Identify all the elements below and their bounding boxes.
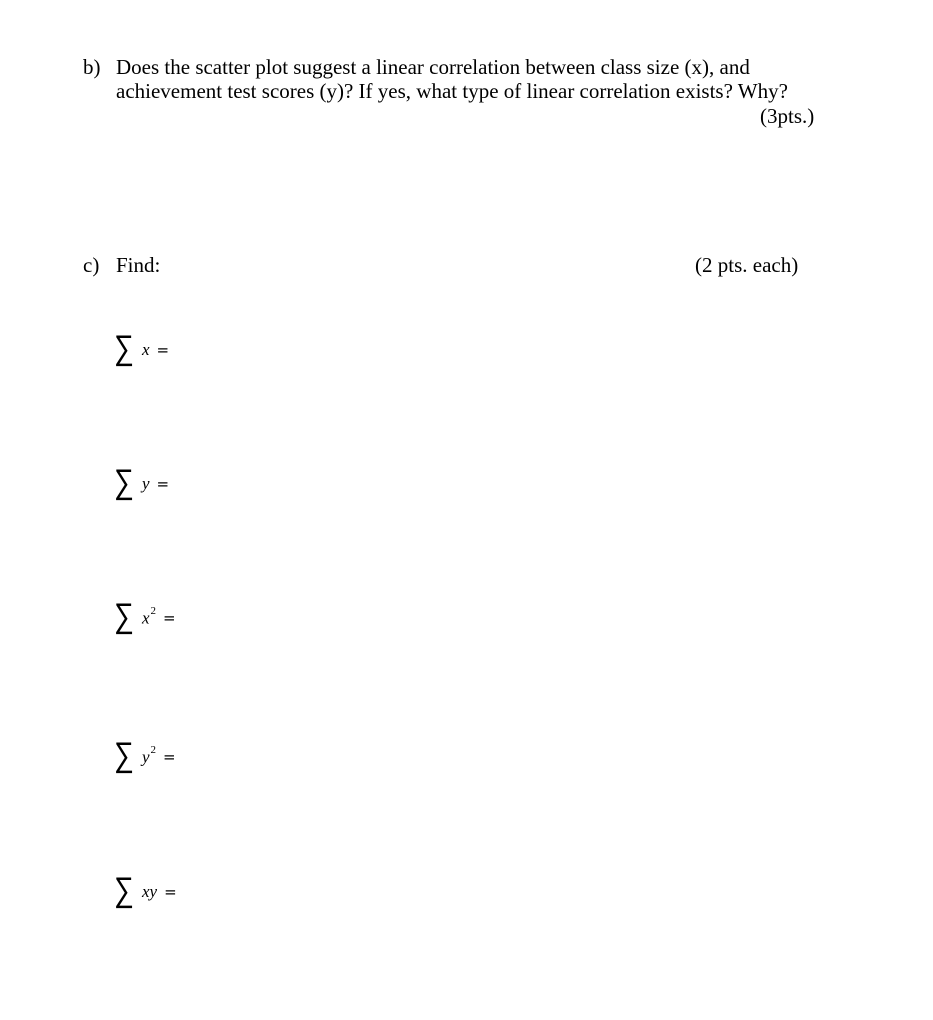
sum-xy-variable: xy <box>142 882 158 901</box>
sum-y-squared-formula <box>114 735 176 775</box>
sum-y-squared-term <box>142 743 157 768</box>
sum-x-squared-equals: = <box>163 609 176 627</box>
sum-y-squared-exponent: 2 <box>150 743 157 756</box>
question-c-points: (2 pts. each) <box>695 253 799 277</box>
sum-y-squared-equals: = <box>163 748 176 766</box>
sum-x-variable: x <box>142 340 150 359</box>
question-c-prompt: Find: <box>116 253 161 277</box>
sum-y-variable: y <box>142 474 150 493</box>
sum-xy-equals: = <box>164 883 177 901</box>
question-b-line-2: achievement test scores (y)? If yes, what type of linear correlation exists? Why? <box>116 79 788 103</box>
sum-x-squared-formula <box>114 596 176 636</box>
sum-xy-formula <box>114 870 177 910</box>
sum-x-squared-term <box>142 604 157 629</box>
question-c-label: c) <box>83 253 100 277</box>
sum-x-formula <box>114 328 169 368</box>
sum-y-sigma: ∑ <box>114 462 134 502</box>
sum-x-equals: = <box>156 341 170 359</box>
sum-x-squared-sigma: ∑ <box>114 596 134 636</box>
sum-x-squared-exponent: 2 <box>150 604 157 617</box>
question-b-points: (3pts.) <box>760 104 815 128</box>
sum-x-squared-variable: x <box>142 608 150 628</box>
sum-y-equals: = <box>156 475 170 493</box>
sum-y-formula <box>114 462 169 502</box>
question-b-line-1: Does the scatter plot suggest a linear correlation between class size (x), and <box>116 55 750 79</box>
sum-y-squared-sigma: ∑ <box>114 735 134 775</box>
question-b-label: b) <box>83 55 101 79</box>
sum-y-squared-variable: y <box>142 747 150 767</box>
sum-xy-sigma: ∑ <box>114 870 134 910</box>
sum-x-sigma: ∑ <box>114 328 134 368</box>
